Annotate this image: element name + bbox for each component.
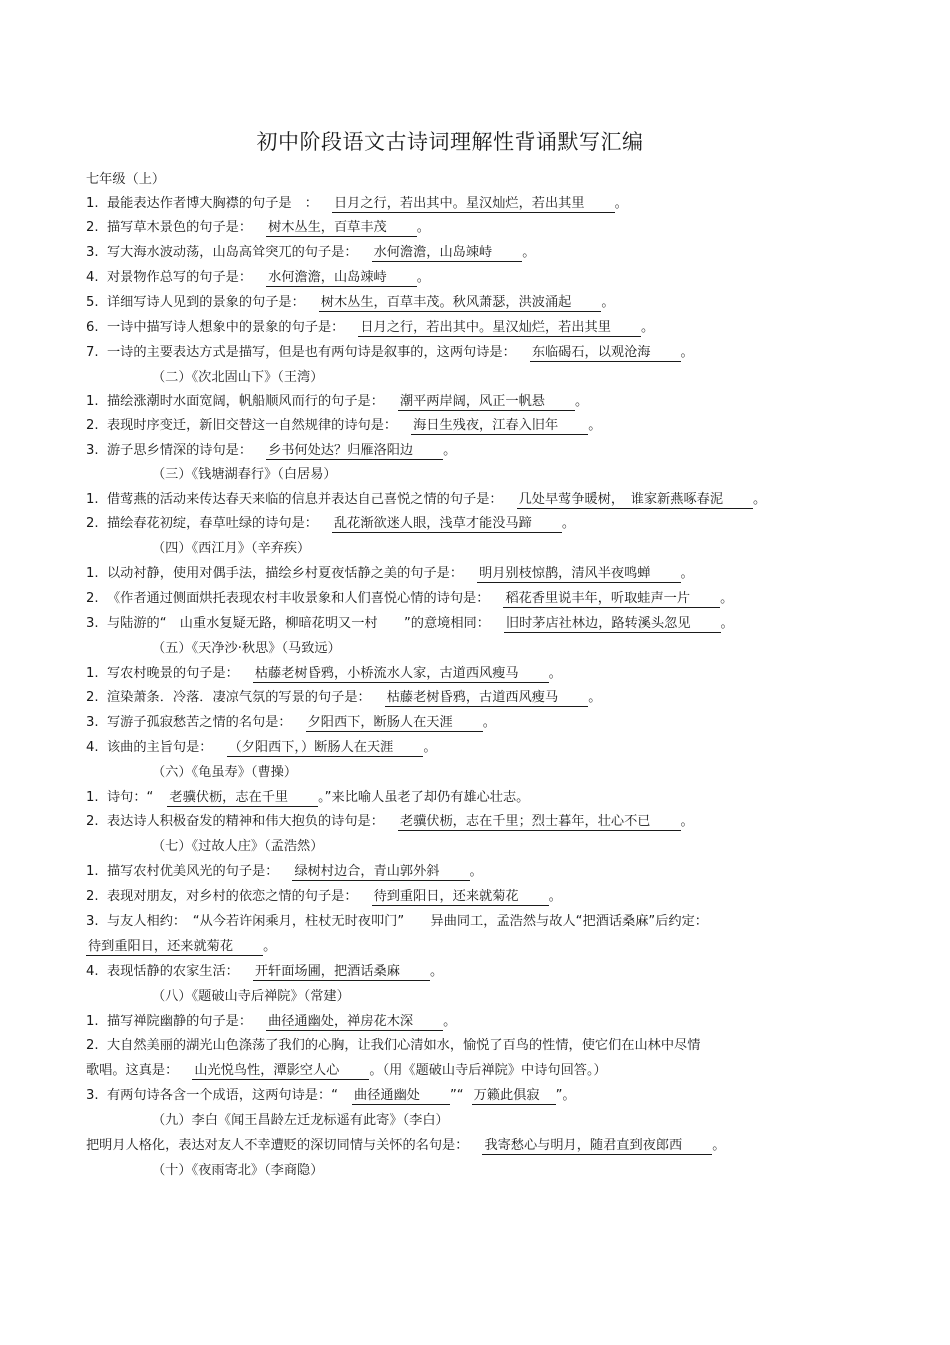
answer-blank: 乡书何处达？归雁洛阳边 — [266, 442, 443, 460]
answer-blank: 我寄愁心与明月，随君直到夜郎西 — [482, 1137, 712, 1155]
section-heading — [152, 465, 337, 485]
question-continuation — [86, 1061, 607, 1081]
section-title: （三）《钱塘湖春行》（白居易） — [152, 467, 337, 482]
answer-ending: 。 — [753, 492, 767, 507]
answer-ending: 。 — [680, 814, 694, 829]
question-line — [86, 688, 601, 708]
question-line — [86, 1012, 456, 1032]
section-heading — [152, 639, 341, 659]
answer-blank: 枯藤老树昏鸦，古道西风瘦马 — [385, 689, 588, 707]
answer-ending: 。 — [482, 715, 496, 730]
question-number: 2. — [86, 690, 99, 705]
answer-ending: 。 — [680, 345, 694, 360]
answer-ending: 。 — [575, 394, 589, 409]
answer-ending: 。 — [443, 443, 457, 458]
question-number: 2. — [86, 220, 99, 235]
section-title: （九）李白《闻王昌龄左迁龙标遥有此寄》（李白） — [152, 1113, 449, 1128]
question-number: 3. — [86, 715, 99, 730]
question-number: 2. — [86, 814, 99, 829]
question-text: 与友人相约： “从今若许闲乘月，柱杖无时夜叩门” 异曲同工，孟浩然与故人“把酒话桑麻”后约定： — [107, 914, 708, 929]
answer-ending: 。（用《题破山寺后禅院》中诗句回答。） — [369, 1063, 607, 1078]
answer-blank: 曲径通幽处 — [352, 1087, 450, 1105]
question-number: 3. — [86, 443, 99, 458]
answer-blank: 山光悦鸟性，潭影空人心 — [192, 1062, 369, 1080]
answer-ending: 。 — [680, 566, 694, 581]
answer-blank: 待到重阳日，还来就菊花 — [372, 888, 549, 906]
question-text: 大自然美丽的湖光山色涤荡了我们的心胸，让我们心清如水，愉悦了百鸟的性情，使它们在山林中尽情 — [107, 1038, 701, 1053]
question-line — [86, 589, 733, 609]
question-number: 7. — [86, 345, 99, 360]
answer-ending: 。 — [469, 864, 483, 879]
question-continuation — [86, 1136, 725, 1156]
question-text: 描绘春花初绽，春草吐绿的诗句是： — [107, 516, 318, 531]
question-line — [86, 614, 734, 634]
section-heading — [152, 368, 323, 388]
answer-ending: 。 — [614, 196, 628, 211]
question-text: 描绘涨潮时水面宽阔，帆船顺风而行的句子是： — [107, 394, 384, 409]
question-continuation — [86, 937, 276, 957]
answer-ending: 。 — [263, 939, 277, 954]
question-line — [86, 1086, 576, 1106]
question-text: 把明月人格化，表达对友人不幸遭贬的深切同情与关怀的名句是： — [86, 1138, 469, 1153]
section-heading — [152, 987, 350, 1007]
answer-ending: 。 — [561, 516, 575, 531]
question-text: 最能表达作者博大胸襟的句子是 ： — [107, 196, 318, 211]
question-line — [86, 268, 430, 288]
question-text: 详细写诗人见到的景象的句子是： — [107, 295, 305, 310]
question-line — [86, 887, 562, 907]
question-line — [86, 441, 456, 461]
section-heading — [152, 539, 310, 559]
question-number: 1. — [86, 492, 99, 507]
question-text: 以动衬静，使用对偶手法，描绘乡村夏夜恬静之美的句子是： — [107, 566, 464, 581]
answer-blank: （夕阳西下，）断肠人在天涯 — [227, 739, 424, 757]
answer-ending: 。 — [640, 320, 655, 335]
question-text: 游子思乡情深的诗句是： — [107, 443, 253, 458]
question-text: 表现时序变迁，新旧交替这一自然规律的诗句是： — [107, 418, 398, 433]
answer-blank: 夕阳西下，断肠人在天涯 — [306, 714, 483, 732]
question-line — [86, 318, 654, 338]
section-title: （五）《天净沙·秋思》（马致远） — [152, 641, 341, 656]
question-line — [86, 564, 694, 584]
question-text: 诗句：“ — [107, 790, 154, 805]
answer-ending: 。”来比喻人虽老了却仍有雄心壮志。 — [318, 790, 530, 805]
question-number: 1. — [86, 394, 99, 409]
answer-blank: 老骥伏枥，志在千里 — [167, 789, 318, 807]
question-number: 5. — [86, 295, 99, 310]
section-title: （四）《西江月》（辛弃疾） — [152, 541, 311, 556]
answer-blank: 海日生残夜，江春入旧年 — [411, 417, 588, 435]
question-line — [86, 1036, 700, 1056]
answer-blank: 几处早莺争暖树， 谁家新燕啄春泥 — [517, 491, 753, 509]
answer-blank-2: 万籁此俱寂 — [472, 1087, 556, 1105]
question-number: 3. — [86, 245, 99, 260]
answer-blank: 开轩面场圃，把酒话桑麻 — [253, 963, 430, 981]
answer-blank: 绿树村边合，青山郭外斜 — [292, 863, 469, 881]
question-text: 该曲的主旨句是： — [107, 740, 213, 755]
question-number: 1. — [86, 196, 99, 211]
question-line — [86, 514, 575, 534]
question-line — [86, 392, 588, 412]
answer-blank: 树木丛生，百草丰茂。秋风萧瑟，洪波涌起 — [319, 294, 602, 312]
question-text: 一诗的主要表达方式是描写，但是也有两句诗是叙事的，这两句诗是： — [107, 345, 516, 360]
answer-ending: 。 — [522, 245, 536, 260]
question-line — [86, 713, 496, 733]
question-line — [86, 664, 562, 684]
answer-ending: ”。 — [555, 1088, 576, 1103]
question-line — [86, 962, 443, 982]
answer-ending: 。 — [548, 889, 562, 904]
section-heading — [152, 1161, 323, 1181]
question-text: 一诗中描写诗人想象中的景象的句子是： — [107, 320, 345, 335]
question-number: 1. — [86, 1014, 99, 1029]
question-number: 1. — [86, 666, 99, 681]
answer-ending: 。 — [443, 1014, 457, 1029]
question-text: 对景物作总写的句子是： — [107, 270, 253, 285]
question-text: 写游子孤寂愁苦之情的名句是： — [107, 715, 292, 730]
answer-blank: 曲径通幽处，禅房花木深 — [266, 1013, 443, 1031]
question-text: 表现对朋友，对乡村的依恋之情的句子是： — [107, 889, 358, 904]
question-line — [86, 738, 437, 758]
question-line — [86, 862, 483, 882]
question-text: 描写农村优美风光的句子是： — [107, 864, 279, 879]
question-line — [86, 343, 694, 363]
section-heading — [152, 1111, 449, 1131]
section-title: （二）《次北固山下》（王湾） — [152, 370, 324, 385]
section-title: （七）《过故人庄》（孟浩然） — [152, 839, 324, 854]
answer-ending: 。 — [416, 270, 430, 285]
question-line — [86, 243, 535, 263]
answer-ending: 。 — [429, 964, 444, 979]
question-number: 3. — [86, 914, 99, 929]
answer-blank: 水何澹澹，山岛竦峙 — [266, 269, 417, 287]
question-line — [86, 788, 529, 808]
answer-blank: 老骥伏枥，志在千里；烈士暮年，壮心不已 — [398, 813, 681, 831]
question-line — [86, 194, 628, 214]
answer-ending: 。 — [712, 1138, 726, 1153]
question-number: 2. — [86, 418, 99, 433]
question-line — [86, 912, 708, 932]
question-number: 3. — [86, 1088, 99, 1103]
answer-blank: 水何澹澹，山岛竦峙 — [372, 244, 523, 262]
answer-ending: 。 — [588, 690, 602, 705]
grade-heading: 七年级（上） — [86, 172, 166, 187]
question-number: 3. — [86, 616, 99, 631]
question-line — [86, 490, 766, 510]
question-number: 1. — [86, 566, 99, 581]
section-title: （十）《夜雨寄北》（李商隐） — [152, 1163, 324, 1178]
question-number: 4. — [86, 964, 99, 979]
question-text: 歌唱。这真是： — [86, 1063, 179, 1078]
question-line — [86, 812, 694, 832]
question-number: 1. — [86, 864, 99, 879]
question-number: 4. — [86, 270, 99, 285]
section-title: （六）《龟虽寿》（曹操） — [152, 765, 298, 780]
answer-blank: 树木丛生，百草丰茂 — [266, 219, 417, 237]
answer-blank: 待到重阳日，还来就菊花 — [86, 938, 263, 956]
question-number: 6. — [86, 320, 99, 335]
question-line — [86, 416, 601, 436]
question-number: 2. — [86, 591, 99, 606]
answer-ending: 。 — [548, 666, 562, 681]
answer-blank: 东临碣石，以观沧海 — [530, 344, 681, 362]
answer-ending: 。 — [601, 295, 615, 310]
question-line — [86, 218, 430, 238]
question-number: 2. — [86, 516, 99, 531]
answer-blank: 日月之行，若出其中。星汉灿烂，若出其里 — [358, 319, 641, 337]
question-text: 表现恬静的农家生活： — [107, 964, 239, 979]
question-number: 2. — [86, 889, 99, 904]
answer-blank: 旧时茅店社林边，路转溪头忽见 — [504, 615, 721, 633]
question-number: 2. — [86, 1038, 99, 1053]
question-number: 1. — [86, 790, 99, 805]
question-text: 写大海水波动荡，山岛高耸突兀的句子是： — [107, 245, 358, 260]
answer-blank: 稻花香里说丰年，听取蛙声一片 — [503, 590, 720, 608]
question-text: 表达诗人积极奋发的精神和伟大抱负的诗句是： — [107, 814, 384, 829]
answer-blank: 枯藤老树昏鸦，小桥流水人家，古道西风瘦马 — [253, 665, 549, 683]
section-heading — [152, 837, 323, 857]
answer-ending: 。 — [720, 591, 734, 606]
section-heading — [152, 763, 297, 783]
answer-ending: 。 — [588, 418, 602, 433]
question-text: 与陆游的“ 山重水复疑无路，柳暗花明又一村 ”的意境相同： — [107, 616, 490, 631]
question-text: 借莺燕的活动来传达春天来临的信息并表达自己喜悦之情的句子是： — [107, 492, 503, 507]
answer-blank: 潮平两岸阔，风正一帆悬 — [398, 393, 575, 411]
question-text: 有两句诗各含一个成语，这两句诗是：“ — [107, 1088, 339, 1103]
question-text: 写农村晚景的句子是： — [107, 666, 239, 681]
section-title: （八）《题破山寺后禅院》（常建） — [152, 989, 350, 1004]
answer-blank: 乱花渐欲迷人眼，浅草才能没马蹄 — [332, 515, 562, 533]
answer-ending: 。 — [416, 220, 430, 235]
question-line — [86, 293, 615, 313]
answer-blank: 日月之行，若出其中。星汉灿烂，若出其里 — [332, 195, 615, 213]
answer-blank: 明月别枝惊鹊，清风半夜鸣蝉 — [477, 565, 680, 583]
question-text: 描写草木景色的句子是： — [107, 220, 253, 235]
document-title: 初中阶段语文古诗词理解性背诵默写汇编 — [256, 130, 644, 154]
question-text: 《作者通过侧面烘托表现农村丰收景象和人们喜悦心情的诗句是： — [107, 591, 490, 606]
question-number: 4. — [86, 740, 99, 755]
answer-ending: 。 — [720, 616, 734, 631]
question-text: 渲染萧条．冷落．凄凉气氛的写景的句子是： — [107, 690, 371, 705]
quote-separator: ”“ — [449, 1088, 464, 1103]
answer-ending: 。 — [423, 740, 437, 755]
question-text: 描写禅院幽静的句子是： — [107, 1014, 253, 1029]
